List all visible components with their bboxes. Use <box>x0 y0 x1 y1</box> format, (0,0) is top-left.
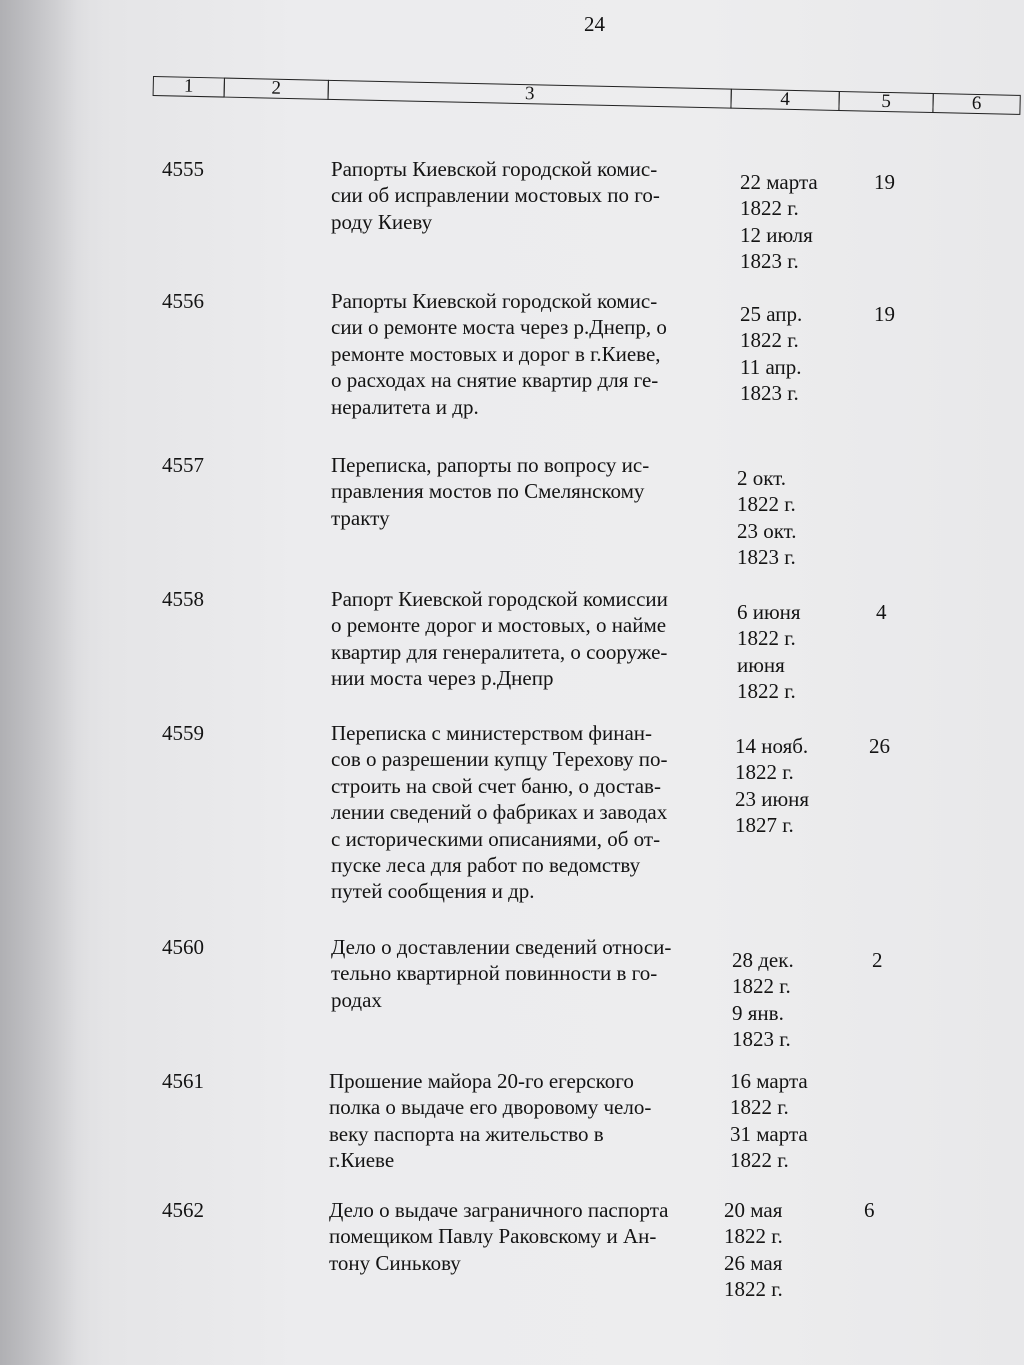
entry-title-line: Рапорт Киевской городской комиссии <box>331 587 668 611</box>
entry-title-line: сии об исправлении мостовых по го- <box>331 183 660 208</box>
entry-date-line: июня <box>737 652 785 677</box>
entry-title-line: о ремонте дорог и мостовых, о найме <box>331 613 667 638</box>
entry-date-line: 1827 г. <box>735 813 794 838</box>
entry-title-line: сов о разрешении купцу Терехову по- <box>331 747 668 772</box>
entry-date-line: 9 янв. <box>732 1000 784 1025</box>
entry-title-line: тельно квартирной повинности в го- <box>331 961 658 986</box>
entry-dates <box>724 1197 783 1303</box>
entry-date-line: 1823 г. <box>740 249 799 274</box>
entry-title-line: Рапорты Киевской городской комис- <box>331 157 658 181</box>
entry-title <box>331 452 716 531</box>
entry-number: 4558 <box>162 587 204 611</box>
entry-date-line: 1822 г. <box>732 974 791 999</box>
entry-dates <box>737 599 801 705</box>
entry-dates <box>740 301 802 407</box>
entry-date-line: 25 апр. <box>740 302 803 326</box>
entry-dates <box>737 465 797 571</box>
entry-date-line: 22 марта <box>740 170 818 194</box>
entry-title-line: путей сообщения и др. <box>331 879 535 904</box>
entry-sheets: 26 <box>869 734 890 758</box>
page-shadow <box>0 0 110 1365</box>
column-header-3: 3 <box>328 80 732 109</box>
entry-date-line: 1822 г. <box>737 626 796 651</box>
entry-number: 4562 <box>162 1198 204 1222</box>
entry-date-line: 11 апр. <box>740 354 802 379</box>
entry-date-line: 1822 г. <box>735 760 794 785</box>
entry-title-line: помещиком Павлу Раковскому и Ан- <box>329 1224 657 1249</box>
entry-title-line: Переписка, рапорты по вопросу ис- <box>331 453 650 477</box>
entry-title-line: тракту <box>331 505 390 530</box>
entry-date-line: 1823 г. <box>732 1027 791 1052</box>
entry-date-line: 1822 г. <box>730 1148 789 1173</box>
entry-number: 4560 <box>162 935 204 959</box>
entry-sheets: 4 <box>876 600 887 624</box>
entry-number: 4555 <box>162 157 204 181</box>
entry-title-line: роду Киеву <box>331 209 433 234</box>
entry-dates <box>740 169 818 275</box>
entry-title-line: лении сведений о фабриках и заводах <box>331 800 668 825</box>
entry-title-line: Дело о выдаче заграничного паспорта <box>329 1198 669 1222</box>
entry-title-line: веку паспорта на жительство в <box>329 1121 604 1146</box>
entry-sheets: 19 <box>874 302 895 326</box>
column-header-5: 5 <box>838 91 933 113</box>
entry-date-line: 1822 г. <box>730 1095 789 1120</box>
entry-date-line: 1822 г. <box>724 1277 783 1302</box>
entry-date-line: 16 марта <box>730 1069 808 1093</box>
column-header-6: 6 <box>932 93 1020 115</box>
column-header-1: 1 <box>153 76 225 98</box>
entry-sheets: 19 <box>874 170 895 194</box>
entry-sheets: 2 <box>872 948 883 972</box>
entry-title-line: Дело о доставлении сведений относи- <box>331 935 672 959</box>
entry-title-line: г.Киеве <box>329 1148 395 1173</box>
entry-title <box>329 1068 714 1174</box>
entry-title-line: родах <box>331 987 382 1012</box>
entry-title-line: строить на свой счет баню, о достав- <box>331 773 661 798</box>
entry-date-line: 31 марта <box>730 1121 808 1146</box>
entry-title-line: сии о ремонте моста через р.Днепр, о <box>331 315 667 340</box>
entry-date-line: 23 окт. <box>737 518 797 543</box>
entry-date-line: 1823 г. <box>737 545 796 570</box>
entry-sheets: 6 <box>864 1198 875 1222</box>
entry-title-line: тону Синькову <box>329 1250 461 1275</box>
entry-date-line: 1822 г. <box>724 1224 783 1249</box>
entry-title <box>331 720 716 905</box>
entry-date-line: 6 июня <box>737 600 801 624</box>
entry-title-line: Рапорты Киевской городской комис- <box>331 289 658 313</box>
entry-title-line: нералитета и др. <box>331 394 479 419</box>
entry-date-line: 26 мая <box>724 1250 783 1275</box>
entry-title <box>329 1197 714 1276</box>
entry-title-line: о расходах на снятие квартир для ге- <box>331 368 659 393</box>
entry-title-line: нии моста через р.Днепр <box>331 666 554 691</box>
entry-number: 4557 <box>162 453 204 477</box>
entry-title <box>331 934 716 1013</box>
entry-dates <box>735 733 809 839</box>
entry-number: 4556 <box>162 289 204 313</box>
entry-title-line: правления мостов по Смелянскому <box>331 479 645 504</box>
entry-title-line: Переписка с министерством финан- <box>331 721 652 745</box>
entry-title-line: квартир для генералитета, о сооруже- <box>331 639 668 664</box>
entry-title-line: полка о выдаче его дворовому чело- <box>329 1095 652 1120</box>
entry-title-line: с историческими описаниями, об от- <box>331 826 661 851</box>
entry-title <box>331 288 716 420</box>
entry-date-line: 28 дек. <box>732 948 794 972</box>
entry-date-line: 1822 г. <box>740 196 799 221</box>
entry-number: 4561 <box>162 1069 204 1093</box>
entry-date-line: 1822 г. <box>737 492 796 517</box>
entry-title-line: пуске леса для работ по ведомству <box>331 853 641 878</box>
entry-dates <box>730 1068 808 1174</box>
page-number: 24 <box>584 12 605 36</box>
entry-title <box>331 586 716 692</box>
entry-date-line: 1822 г. <box>737 679 796 704</box>
entry-date-line: 2 окт. <box>737 466 787 490</box>
entry-title-line: Прошение майора 20-го егерского <box>329 1069 634 1093</box>
column-header-2: 2 <box>224 78 329 100</box>
entry-date-line: 23 июня <box>735 786 810 811</box>
entry-title <box>331 156 716 235</box>
entry-number: 4559 <box>162 721 204 745</box>
column-header-row <box>152 76 1021 143</box>
entry-date-line: 20 мая <box>724 1198 783 1222</box>
column-header-4: 4 <box>730 89 839 111</box>
entry-date-line: 1822 г. <box>740 328 799 353</box>
entry-date-line: 1823 г. <box>740 381 799 406</box>
entry-dates <box>732 947 794 1053</box>
entry-date-line: 14 нояб. <box>735 734 809 758</box>
entry-date-line: 12 июля <box>740 222 813 247</box>
entry-title-line: ремонте мостовых и дорог в г.Киеве, <box>331 341 661 366</box>
